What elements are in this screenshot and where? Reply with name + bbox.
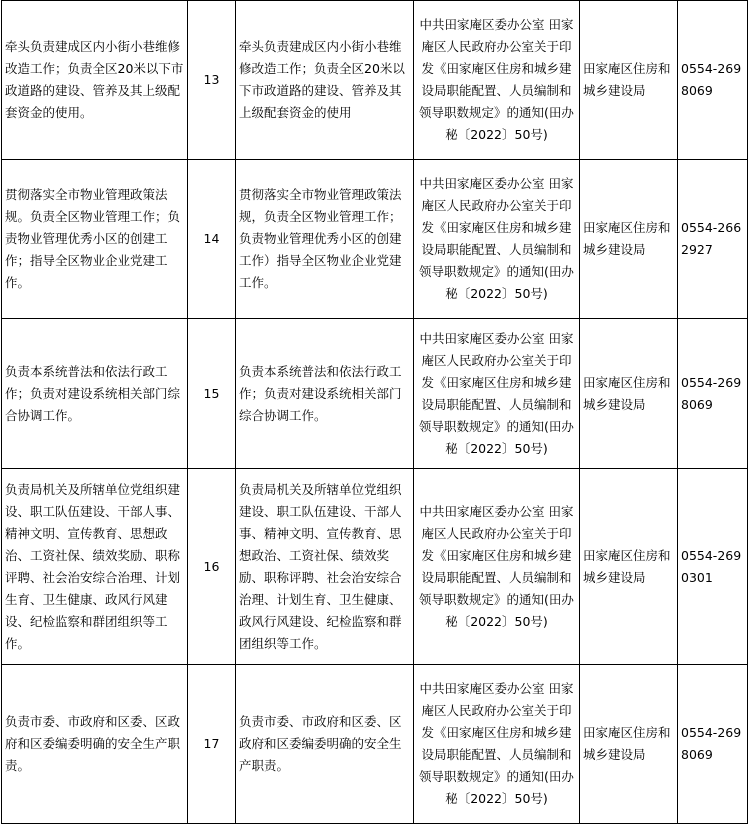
- responsibility-detail-cell: 负责局机关及所辖单位党组织建设、职工队伍建设、干部人事、精神文明、宣传教育、思想政治、工资社保、绩效奖励、职称评聘、社会治安综合治理、计划生育、卫生健康、政风行风建设、纪检监察和群团组织等工作。: [236, 469, 414, 665]
- phone-cell: 0554-2698069: [678, 665, 748, 824]
- department-cell: 田家庵区住房和城乡建设局: [580, 1, 678, 160]
- item-number-cell: 16: [188, 469, 236, 665]
- item-number-cell: 13: [188, 1, 236, 160]
- department-cell: 田家庵区住房和城乡建设局: [580, 469, 678, 665]
- item-number-cell: 14: [188, 160, 236, 319]
- responsibility-detail-cell: 负责本系统普法和依法行政工作；负责对建设系统相关部门综合协调工作。: [236, 319, 414, 469]
- department-cell: 田家庵区住房和城乡建设局: [580, 665, 678, 824]
- phone-cell: 0554-2690301: [678, 469, 748, 665]
- responsibility-detail-cell: 负责市委、市政府和区委、区政府和区委编委明确的安全生产职责。: [236, 665, 414, 824]
- department-cell: 田家庵区住房和城乡建设局: [580, 160, 678, 319]
- item-number-cell: 15: [188, 319, 236, 469]
- table-row: [2, 160, 748, 319]
- responsibility-detail-cell: 牵头负责建成区内小街小巷维修改造工作；负责全区20米以下市政道路的建设、管养及其上级配套资金的使用: [236, 1, 414, 160]
- duty-table: [1, 0, 748, 824]
- phone-cell: 0554-2698069: [678, 319, 748, 469]
- department-cell: 田家庵区住房和城乡建设局: [580, 319, 678, 469]
- responsibility-cell: 贯彻落实全市物业管理政策法规。负责全区物业管理工作；负责物业管理优秀小区的创建工作；指导全区物业企业党建工作。: [2, 160, 188, 319]
- legal-basis-cell: 中共田家庵区委办公室 田家庵区人民政府办公室关于印发《田家庵区住房和城乡建设局职能配置、人员编制和领导职数规定》的通知(田办秘〔2022〕50号): [414, 665, 580, 824]
- table-row: [2, 1, 748, 160]
- table-row: [2, 469, 748, 665]
- responsibility-cell: 牵头负责建成区内小街小巷维修改造工作；负责全区20米以下市政道路的建设、管养及其上级配套资金的使用。: [2, 1, 188, 160]
- phone-cell: 0554-2662927: [678, 160, 748, 319]
- responsibility-detail-cell: 贯彻落实全市物业管理政策法规，负责全区物业管理工作；负责物业管理优秀小区的创建工作）指导全区物业企业党建工作。: [236, 160, 414, 319]
- legal-basis-cell: 中共田家庵区委办公室 田家庵区人民政府办公室关于印发《田家庵区住房和城乡建设局职能配置、人员编制和领导职数规定》的通知(田办秘〔2022〕50号): [414, 319, 580, 469]
- legal-basis-cell: 中共田家庵区委办公室 田家庵区人民政府办公室关于印发《田家庵区住房和城乡建设局职能配置、人员编制和领导职数规定》的通知(田办秘〔2022〕50号): [414, 1, 580, 160]
- phone-cell: 0554-2698069: [678, 1, 748, 160]
- responsibility-cell: 负责局机关及所辖单位党组织建设、职工队伍建设、干部人事、精神文明、宣传教育、思想政治、工资社保、绩效奖励、职称评聘、社会治安综合治理、计划生育、卫生健康、政风行风建设、纪检监察和群团组织等工作。: [2, 469, 188, 665]
- legal-basis-cell: 中共田家庵区委办公室 田家庵区人民政府办公室关于印发《田家庵区住房和城乡建设局职能配置、人员编制和领导职数规定》的通知(田办秘〔2022〕50号): [414, 469, 580, 665]
- responsibility-cell: 负责本系统普法和依法行政工作；负责对建设系统相关部门综合协调工作。: [2, 319, 188, 469]
- item-number-cell: 17: [188, 665, 236, 824]
- table-row: [2, 319, 748, 469]
- table-row: [2, 665, 748, 824]
- responsibility-cell: 负责市委、市政府和区委、区政府和区委编委明确的安全生产职责。: [2, 665, 188, 824]
- legal-basis-cell: 中共田家庵区委办公室 田家庵区人民政府办公室关于印发《田家庵区住房和城乡建设局职能配置、人员编制和领导职数规定》的通知(田办秘〔2022〕50号): [414, 160, 580, 319]
